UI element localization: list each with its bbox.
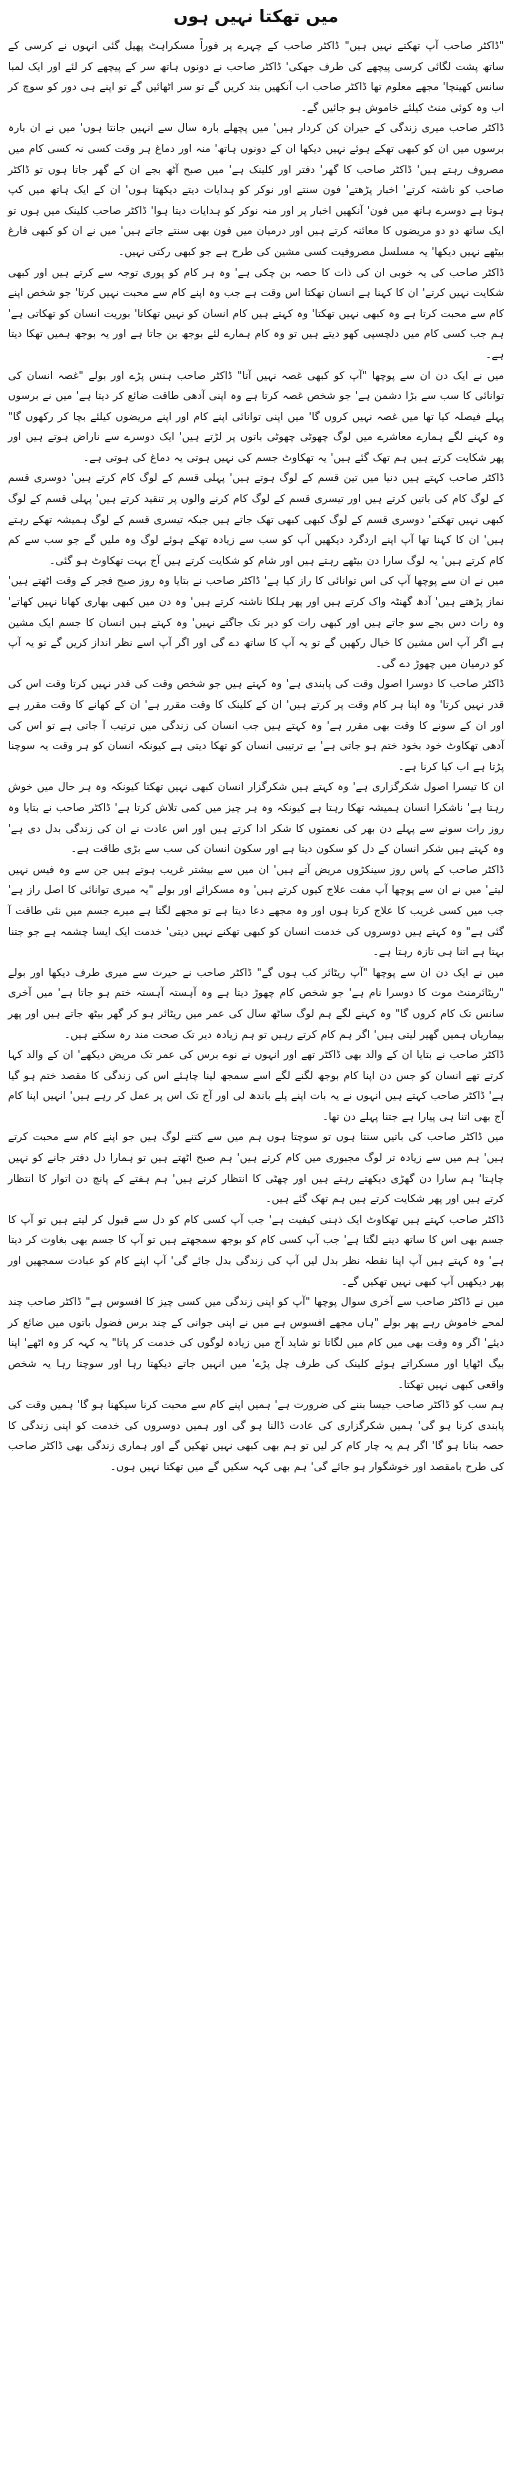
paragraph: میں نے ایک دن ان سے پوچھا "آپ ریٹائر کب ہوں گے" ڈاکٹر صاحب نے حیرت سے میری طرف دیکھا اور بولے "ریٹائرمنٹ موت کا دوسرا نام ہے' جو شخص کام چھوڑ دیتا ہے وہ آہستہ آہستہ ختم ہو جاتا ہے' میں آخری سانس تک کام کروں گا" وہ کہنے لگے ہم لوگ ساٹھ سال کی عمر میں ریٹائر ہو کر گھر بیٹھ جاتے ہیں اور پھر بیماریاں ہمیں گھیر لیتی ہیں' اگر ہم کام کرتے رہیں تو ہم زیادہ دیر تک صحت مند رہ سکتے ہیں۔ <box>8 966 504 1041</box>
paragraph: ڈاکٹر صاحب کہتے ہیں تھکاوٹ ایک ذہنی کیفیت ہے' جب آپ کسی کام کو دل سے قبول کر لیتے ہیں تو آپ کا جسم بھی اس کا ساتھ دینے لگتا ہے' جب آپ کسی کام کو بوجھ سمجھتے ہیں تو آپ کا جسم بھی بغاوت کر دیتا ہے' وہ کہتے ہیں آپ اپنا نقطہ نظر بدل لیں آپ کی زندگی بدل جائے گی' آپ اپنے کام کو عبادت سمجھیں اور پھر دیکھیں آپ کبھی نہیں تھکیں گے۔ <box>8 1213 504 1288</box>
headline: میں تھکتا نہیں ہوں <box>173 7 339 27</box>
paragraph: ڈاکٹر صاحب کے پاس روز سینکڑوں مریض آتے ہیں' ان میں سے بیشتر غریب ہوتے ہیں جن سے وہ فیس نہیں لیتے' میں نے ان سے پوچھا آپ مفت علاج کیوں کرتے ہیں' وہ مسکرائے اور بولے "یہ میری توانائی کا اصل راز ہے' جب میں کسی غریب کا علاج کرتا ہوں اور وہ مجھے دعا دیتا ہے تو مجھے لگتا ہے میرے جسم میں نئی طاقت آ گئی ہے" وہ کہتے ہیں دوسروں کی خدمت انسان کو کبھی تھکنے نہیں دیتی' خدمت ایک ایسا چشمہ ہے جو جتنا بہتا ہے اتنا ہی تازہ رہتا ہے۔ <box>8 863 504 959</box>
paragraph: ڈاکٹر صاحب کا دوسرا اصول وقت کی پابندی ہے' وہ کہتے ہیں جو شخص وقت کی قدر نہیں کرتا وقت اس کی قدر نہیں کرتا' وہ اپنا ہر کام وقت پر کرتے ہیں' ان کے کلینک کا وقت مقرر ہے' ان کے کھانے کا وقت مقرر ہے اور ان کے سونے کا وقت بھی مقرر ہے' وہ کہتے ہیں جب انسان کی زندگی میں ترتیب آ جاتی ہے تو اس کی آدھی تھکاوٹ خود بخود ختم ہو جاتی ہے' بے ترتیبی انسان کو تھکا دیتی ہے کیونکہ انسان کو ہر وقت یہ سوچنا پڑتا ہے اب کیا کرنا ہے۔ <box>8 678 504 773</box>
paragraph: ان کا تیسرا اصول شکرگزاری ہے' وہ کہتے ہیں شکرگزار انسان کبھی نہیں تھکتا کیونکہ وہ ہر حال میں خوش رہتا ہے' ناشکرا انسان ہمیشہ تھکا رہتا ہے کیونکہ وہ ہر چیز میں کمی تلاش کرتا ہے' ڈاکٹر صاحب نے بتایا وہ روز رات سونے سے پہلے دن بھر کی نعمتوں کا شکر ادا کرتے ہیں اور اس عادت نے ان کی زندگی بدل دی ہے' وہ کہتے ہیں شکر انسان کے دل کو سکون دیتا ہے اور سکون انسان کی سب سے بڑی طاقت ہے۔ <box>8 781 504 856</box>
paragraph: ڈاکٹر صاحب نے بتایا ان کے والد بھی ڈاکٹر تھے اور انہوں نے نوے برس کی عمر تک مریض دیکھے' ان کے والد کہا کرتے تھے انسان کو جس دن اپنا کام بوجھ لگنے لگے اسے سمجھ لینا چاہئے اس کی زندگی کا مقصد ختم ہو گیا ہے' ڈاکٹر صاحب کہتے ہیں انہوں نے یہ بات اپنے پلے باندھ لی اور آج تک اس پر عمل کر رہے ہیں' انہیں اپنا کام آج بھی اتنا ہی پیارا ہے جتنا پہلے دن تھا۔ <box>8 1049 504 1123</box>
paragraph: ہم سب کو ڈاکٹر صاحب جیسا بننے کی ضرورت ہے' ہمیں اپنے کام سے محبت کرنا سیکھنا ہو گا' ہمیں وقت کی پابندی کرنا ہو گی' ہمیں شکرگزاری کی عادت ڈالنا ہو گی اور ہمیں دوسروں کی خدمت کو اپنی زندگی کا حصہ بنانا ہو گا' اگر ہم یہ چار کام کر لیں تو ہم بھی کبھی نہیں تھکیں گے اور ہماری زندگی بھی ڈاکٹر صاحب کی طرح بامقصد اور خوشگوار ہو جائے گی' ہم بھی کہہ سکیں گے میں تھکتا نہیں ہوں۔ <box>8 1399 504 1473</box>
article-body <box>8 36 504 1478</box>
paragraph: میں نے ڈاکٹر صاحب سے آخری سوال پوچھا "آپ کو اپنی زندگی میں کسی چیز کا افسوس ہے" ڈاکٹر صاحب چند لمحے خاموش رہے پھر بولے "ہاں مجھے افسوس ہے میں نے اپنی جوانی کے چند برس فضول باتوں میں ضائع کر دیئے' اگر وہ وقت بھی میں کام میں لگاتا تو شاید آج میں زیادہ لوگوں کی خدمت کر پاتا" یہ کہہ کر وہ اٹھے' اپنا بیگ اٹھایا اور مسکراتے ہوئے کلینک کی طرف چل پڑے' میں انہیں جاتے دیکھتا رہا اور سوچتا رہا یہ شخص واقعی کبھی نہیں تھکتا۔ <box>8 1296 504 1391</box>
paragraph: میں نے ایک دن ان سے پوچھا "آپ کو کبھی غصہ نہیں آتا" ڈاکٹر صاحب ہنس پڑے اور بولے "غصہ انسان کی توانائی کا سب سے بڑا دشمن ہے' جو شخص غصہ کرتا ہے وہ اپنی آدھی طاقت ضائع کر دیتا ہے' میں نے برسوں پہلے فیصلہ کیا تھا میں غصہ نہیں کروں گا' میں اپنی توانائی اپنے کام اور اپنے مریضوں کیلئے بچا کر رکھوں گا" وہ کہنے لگے ہمارے معاشرے میں لوگ چھوٹی چھوٹی باتوں پر لڑتے ہیں' ایک دوسرے سے ناراض ہوتے ہیں اور پھر شکایت کرتے ہیں ہم تھک گئے ہیں' یہ تھکاوٹ جسم کی نہیں ہوتی یہ دماغ کی ہوتی ہے۔ <box>8 369 504 464</box>
paragraph: میں ڈاکٹر صاحب کی باتیں سنتا ہوں تو سوچتا ہوں ہم میں سے کتنے لوگ ہیں جو اپنے کام سے محبت کرتے ہیں' ہم میں سے زیادہ تر لوگ مجبوری میں کام کرتے ہیں' ہم صبح اٹھتے ہیں تو ہمارا دل دفتر جانے کو نہیں چاہتا' ہم سارا دن گھڑی دیکھتے رہتے ہیں اور چھٹی کا انتظار کرتے ہیں' ہم ہفتے کے پانچ دن اتوار کا انتظار کرتے ہیں اور پھر شکایت کرتے ہیں ہم تھک گئے ہیں۔ <box>8 1131 504 1206</box>
paragraph: "ڈاکٹر صاحب آپ تھکتے نہیں ہیں" ڈاکٹر صاحب کے چہرے پر فوراً مسکراہٹ پھیل گئی انہوں نے کرسی کے ساتھ پشت لگائی کرسی پیچھے کی طرف جھکی' ڈاکٹر صاحب نے دونوں ہاتھ سر کے پیچھے کر لئے اور ایک لمبا سانس کھینچا' مجھے معلوم تھا ڈاکٹر صاحب اب آنکھیں بند کریں گے تو سر اٹھائیں گے تو اپنے ہی دور کو سوچ کر اب وہ کوئی منٹ کیلئے خاموش ہو جائیں گے۔ <box>8 40 504 114</box>
paragraph: میں نے ان سے پوچھا آپ کی اس توانائی کا راز کیا ہے' ڈاکٹر صاحب نے بتایا وہ روز صبح فجر کے وقت اٹھتے ہیں' نماز پڑھتے ہیں' آدھ گھنٹہ واک کرتے ہیں اور پھر ہلکا ناشتہ کرتے ہیں' وہ دن میں کبھی بھاری کھانا نہیں کھاتے' وہ رات دس بجے سو جاتے ہیں اور کبھی رات کو دیر تک جاگتے نہیں' وہ کہتے ہیں انسان کا جسم ایک مشین ہے اگر آپ اس مشین کا خیال رکھیں گے تو یہ آپ کا ساتھ دے گی اور اگر آپ اسے نظر انداز کریں گے تو یہ آپ کو درمیان میں چھوڑ دے گی۔ <box>8 575 504 670</box>
paragraph: ڈاکٹر صاحب میری زندگی کے حیران کن کردار ہیں' میں پچھلے بارہ سال سے انہیں جانتا ہوں' میں نے ان بارہ برسوں میں ان کو کبھی تھکے ہوئے نہیں دیکھا ان کے دونوں ہاتھ' منہ اور دماغ ہر وقت کسی نہ کسی کام میں مصروف رہتے ہیں' ڈاکٹر صاحب کا گھر' دفتر اور کلینک ہے' میں صبح آٹھ بجے ان کے گھر جاتا ہوں تو ڈاکٹر صاحب کو ناشتہ کرتے' اخبار پڑھتے' فون سنتے اور نوکر کو ہدایات دیتے دیکھتا ہوں' ان کے ایک ہاتھ میں کپ ہوتا ہے دوسرے ہاتھ میں فون' آنکھیں اخبار پر اور منہ نوکر کو ہدایات دیتا ہوا' ڈاکٹر صاحب کلینک میں ہوں تو ایک ساتھ دو دو مریضوں کا معائنہ کرتے ہیں اور درمیان میں فون بھی سنتے جاتے ہیں' میں نے ان کو کبھی فارغ بیٹھے نہیں دیکھا' یہ مسلسل مصروفیت کسی مشین کی طرح ہے جو کبھی رکتی نہیں۔ <box>8 122 504 258</box>
paragraph: ڈاکٹر صاحب کی یہ خوبی ان کی ذات کا حصہ بن چکی ہے' وہ ہر کام کو پوری توجہ سے کرتے ہیں اور کبھی شکایت نہیں کرتے' ان کا کہنا ہے انسان تھکتا اس وقت ہے جب وہ اپنے کام سے محبت نہیں کرتا' جو شخص اپنے کام سے محبت کرتا ہے وہ کبھی نہیں تھکتا' وہ کہتے ہیں کام انسان کو نہیں تھکاتا' بوریت انسان کو تھکاتی ہے' ہم جب کسی کام میں دلچسپی کھو دیتے ہیں تو وہ کام ہمارے لئے بوجھ بن جاتا ہے اور یہ بوجھ ہمیں تھکا دیتا ہے۔ <box>8 266 504 361</box>
paragraph: ڈاکٹر صاحب کہتے ہیں دنیا میں تین قسم کے لوگ ہوتے ہیں' پہلی قسم کے لوگ کام کرتے ہیں' دوسری قسم کے لوگ کام کی باتیں کرتے ہیں اور تیسری قسم کے لوگ کام کرنے والوں پر تنقید کرتے ہیں' پہلی قسم کے لوگ کبھی نہیں تھکتے' دوسری قسم کے لوگ کبھی کبھی تھک جاتے ہیں جبکہ تیسری قسم کے لوگ ہمیشہ تھکے رہتے ہیں' ان کا کہنا تھا آپ اپنے اردگرد دیکھیں آپ کو سب سے زیادہ تھکے ہوئے لوگ وہ ملیں گے جو سب سے کم کام کرتے ہیں' یہ لوگ سارا دن بیٹھے رہتے ہیں اور شام کو شکایت کرتے ہیں آج بہت تھکاوٹ ہو گئی۔ <box>8 472 504 567</box>
